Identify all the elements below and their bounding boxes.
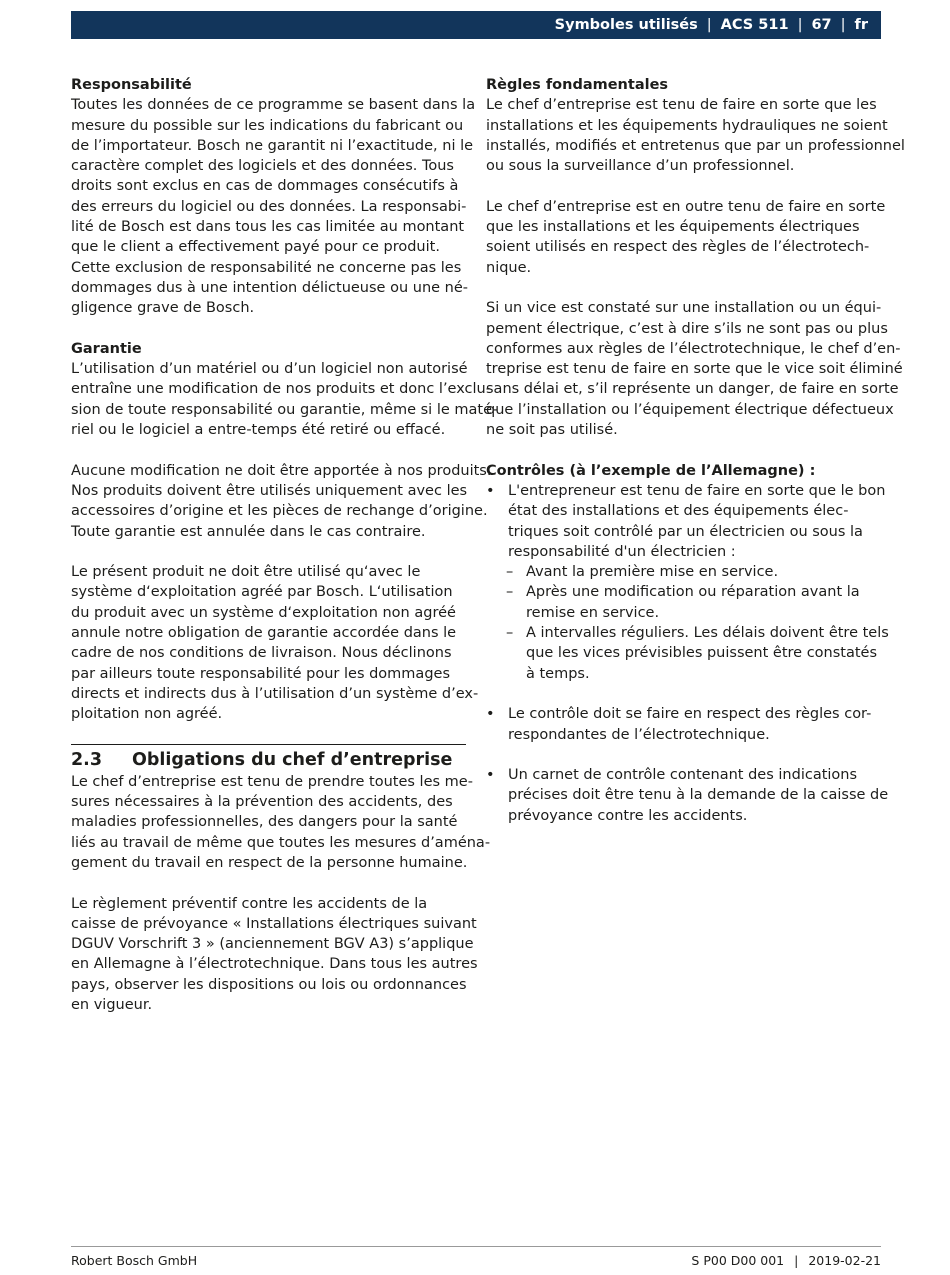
- regles-heading: Règles fondamentales: [486, 77, 669, 93]
- body-line: que les vices prévisibles puissent être constatés: [526, 645, 878, 662]
- body-line: caractère complet des logiciels et des données. Tous: [71, 158, 454, 175]
- systeme-paragraph: [71, 562, 479, 724]
- body-line: soient utilisés en respect des règles de l’électrotech-: [486, 239, 870, 256]
- left-column: [71, 75, 498, 1036]
- body-line: maladies professionnelles, des dangers pour la santé: [71, 814, 458, 831]
- modification-paragraph: [71, 461, 492, 542]
- body-line: du produit avec un système d‘exploitation non agréé: [71, 604, 456, 621]
- body-line: Le chef d’entreprise est tenu de faire en sorte que les: [486, 97, 877, 114]
- body-line: ploitation non agréé.: [71, 706, 223, 723]
- footer-date: 2019-02-21: [808, 1253, 881, 1268]
- body-line: triques soit contrôlé par un électricien ou sous la: [508, 523, 863, 540]
- body-line: L’utilisation d’un matériel ou d’un logiciel non autorisé: [71, 361, 468, 378]
- body-line: système d‘exploitation agréé par Bosch. L‘utilisation: [71, 584, 453, 601]
- body-line: pement électrique, c’est à dire s’ils ne sont pas ou plus: [486, 320, 888, 337]
- section-heading: [71, 748, 466, 772]
- footer-right-group: [691, 1253, 881, 1269]
- header-product: ACS 511: [720, 17, 789, 33]
- body-line: treprise est tenu de faire en sorte que le vice soit éliminé: [486, 361, 903, 378]
- body-line: entraîne une modification de nos produits et donc l’exclu-: [71, 381, 491, 398]
- body-line: gligence grave de Bosch.: [71, 300, 255, 317]
- bullet-symbol: •: [486, 482, 495, 499]
- list-item: [486, 481, 889, 684]
- list-item: [486, 765, 889, 826]
- body-line: Un carnet de contrôle contenant des indications: [508, 767, 858, 784]
- body-line: Toute garantie est annulée dans le cas contraire.: [71, 523, 426, 540]
- body-line: directs et indirects dus à l’utilisation d’un système d’ex-: [71, 685, 479, 702]
- footer-company: Robert Bosch GmbH: [71, 1253, 198, 1268]
- body-line: L'entrepreneur est tenu de faire en sorte que le bon: [508, 482, 886, 499]
- body-line: mesure du possible sur les indications du fabricant ou: [71, 117, 464, 134]
- body-line: en Allemagne à l’électrotechnique. Dans tous les autres: [71, 956, 478, 973]
- body-line: respondantes de l’électrotechnique.: [508, 726, 770, 743]
- body-line: que l’installation ou l’équipement électrique défectueux: [486, 401, 894, 418]
- bullet-symbol: •: [486, 706, 495, 723]
- body-line: conformes aux règles de l’électrotechnique, le chef d’en-: [486, 340, 901, 357]
- body-line: que le client a effectivement payé pour ce produit.: [71, 239, 440, 256]
- bullet-symbol: •: [486, 767, 495, 784]
- controles-list: [486, 481, 889, 826]
- body-line: installations et les équipements hydrauliques ne soient: [486, 117, 888, 134]
- dash-symbol: –: [506, 584, 514, 601]
- list-item: [486, 704, 881, 745]
- footer-doc-number: S P00 D00 001: [691, 1253, 785, 1268]
- regles-block: [486, 75, 905, 176]
- section-title: Obligations du chef d’entreprise: [132, 749, 453, 770]
- footer-divider: [71, 1246, 881, 1247]
- body-line: sion de toute responsabilité ou garantie, même si le maté-: [71, 401, 498, 418]
- controles-block: [486, 461, 889, 826]
- body-line: cadre de nos conditions de livraison. Nous déclinons: [71, 645, 452, 662]
- controles-heading: Contrôles (à l’exemple de l’Allemagne) :: [486, 462, 816, 479]
- obligations-paragraph: [71, 772, 491, 873]
- body-line: que les installations et les équipements électriques: [486, 219, 860, 236]
- body-line: ne soit pas utilisé.: [486, 422, 618, 439]
- page-header-bar: [71, 11, 881, 39]
- body-line: annule notre obligation de garantie accordée dans le: [71, 625, 457, 642]
- body-line: état des installations et des équipements élec-: [508, 503, 849, 520]
- right-column: [486, 75, 905, 846]
- header-separator: |: [840, 17, 846, 33]
- body-line: sans délai et, s’il représente un danger, de faire en sorte: [486, 381, 899, 398]
- dash-symbol: –: [506, 625, 514, 642]
- header-section: Symboles utilisés: [554, 17, 698, 33]
- body-line: Toutes les données de ce programme se basent dans la: [71, 97, 476, 114]
- electro-paragraph: [486, 197, 886, 278]
- vice-paragraph: [486, 298, 903, 440]
- footer-separator: |: [794, 1253, 799, 1268]
- header-language: fr: [854, 17, 868, 33]
- body-line: droits sont exclus en cas de dommages consécutifs à: [71, 178, 459, 195]
- body-line: caisse de prévoyance « Installations électriques suivant: [71, 915, 477, 932]
- section-number: 2.3: [71, 749, 103, 770]
- body-line: Avant la première mise en service.: [526, 564, 779, 581]
- sub-list: [506, 562, 889, 684]
- body-line: Le règlement préventif contre les accidents de la: [71, 895, 428, 912]
- body-line: en vigueur.: [71, 997, 153, 1014]
- body-line: pays, observer les dispositions ou lois ou ordonnances: [71, 976, 467, 993]
- body-line: gement du travail en respect de la personne humaine.: [71, 854, 468, 871]
- body-line: nique.: [486, 259, 532, 276]
- body-line: lité de Bosch est dans tous les cas limitée au montant: [71, 219, 465, 236]
- header-page-number: 67: [811, 17, 832, 33]
- body-line: riel ou le logiciel a entre-temps été retiré ou effacé.: [71, 422, 446, 439]
- body-line: Le chef d’entreprise est en outre tenu de faire en sorte: [486, 198, 886, 215]
- body-line: responsabilité d'un électricien :: [508, 543, 736, 560]
- responsabilite-heading: Responsabilité: [71, 77, 192, 93]
- body-line: DGUV Vorschrift 3 » (anciennement BGV A3) s’applique: [71, 936, 474, 953]
- body-line: liés au travail de même que toutes les mesures d’aména-: [71, 834, 491, 851]
- dash-symbol: –: [506, 564, 514, 581]
- body-line: remise en service.: [526, 604, 660, 621]
- header-separator: |: [706, 17, 712, 33]
- body-line: Le contrôle doit se faire en respect des règles cor-: [508, 706, 872, 723]
- body-line: installés, modifiés et entretenus que par un professionnel: [486, 137, 905, 154]
- garantie-heading: Garantie: [71, 340, 142, 357]
- garantie-block: [71, 339, 498, 440]
- body-line: par ailleurs toute responsabilité pour les dommages: [71, 665, 450, 682]
- body-line: Cette exclusion de responsabilité ne concerne pas les: [71, 259, 462, 276]
- body-line: accessoires d’origine et les pièces de rechange d’origine.: [71, 503, 488, 520]
- body-line: dommages dus à une intention délictueuse ou une né-: [71, 279, 469, 296]
- body-line: Le présent produit ne doit être utilisé qu‘avec le: [71, 564, 421, 581]
- body-line: à temps.: [526, 665, 590, 682]
- body-line: prévoyance contre les accidents.: [508, 807, 748, 824]
- header-separator: |: [797, 17, 803, 33]
- sub-list-item: [508, 582, 881, 623]
- body-line: Après une modification ou réparation avant la: [526, 584, 860, 601]
- body-line: Le chef d’entreprise est tenu de prendre toutes les me-: [71, 773, 473, 790]
- body-line: A intervalles réguliers. Les délais doivent être tels: [526, 625, 889, 642]
- body-line: Nos produits doivent être utilisés uniquement avec les: [71, 482, 468, 499]
- body-line: précises doit être tenu à la demande de la caisse de: [508, 787, 889, 804]
- body-line: sures nécessaires à la prévention des accidents, des: [71, 794, 453, 811]
- sub-list-item: [506, 623, 889, 684]
- responsabilite-block: [71, 75, 476, 319]
- body-line: ou sous la surveillance d’un professionnel.: [486, 158, 795, 175]
- body-line: Si un vice est constaté sur une installation ou un équi-: [486, 300, 882, 317]
- body-line: Aucune modification ne doit être apportée à nos produits.: [71, 462, 492, 479]
- reglement-paragraph: [71, 894, 478, 1016]
- body-line: des erreurs du logiciel ou des données. La responsabi-: [71, 198, 467, 215]
- sub-list-item: [508, 562, 881, 582]
- body-line: de l’importateur. Bosch ne garantit ni l’exactitude, ni le: [71, 137, 474, 154]
- section-divider: [71, 744, 466, 745]
